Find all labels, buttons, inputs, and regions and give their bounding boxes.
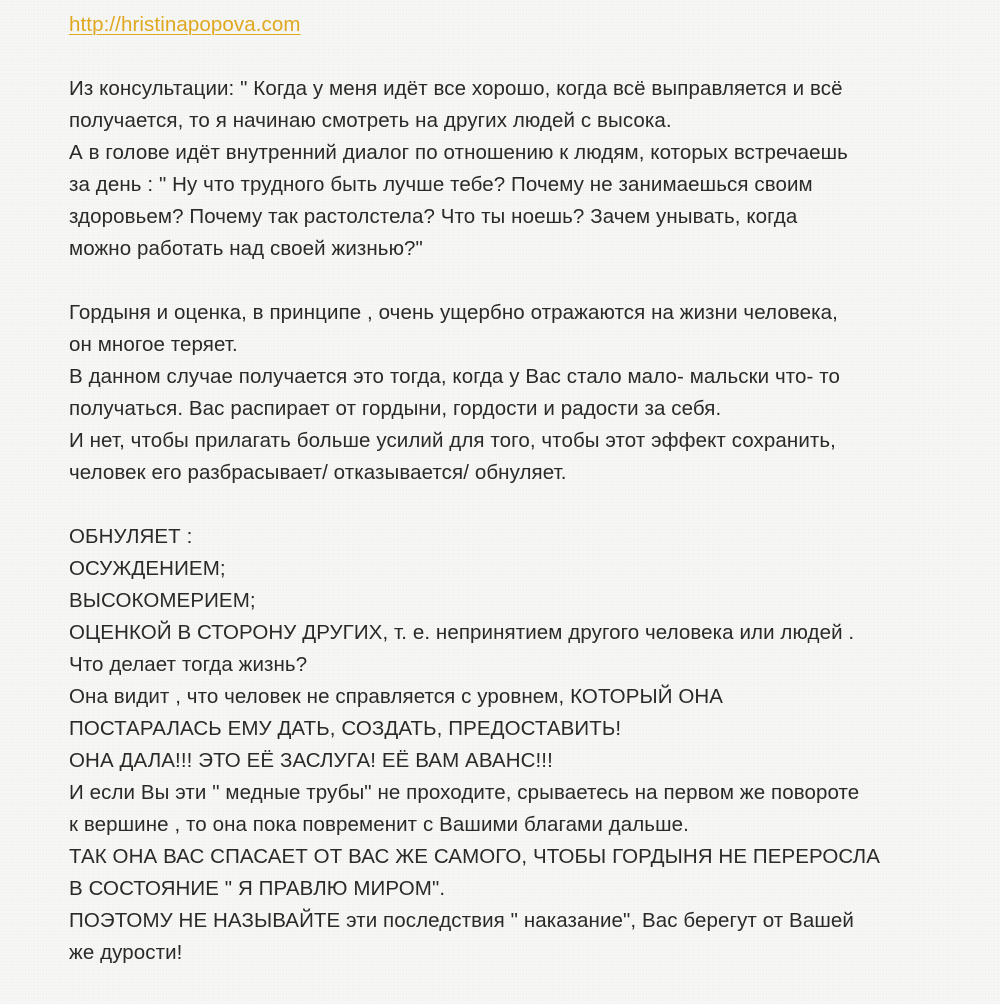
text-line: получаться. Вас распирает от гордыни, гордости и радости за себя. (69, 397, 722, 420)
blank-line (69, 41, 969, 73)
text-line: ПОСТАРАЛАСЬ ЕМУ ДАТЬ, СОЗДАТЬ, ПРЕДОСТАВИТЬ! (69, 717, 622, 740)
blank-line (69, 489, 969, 521)
text-line: здоровьем? Почему так растолстела? Что ты ноешь? Зачем унывать, когда (69, 205, 798, 228)
text-line: к вершине , то она пока повременит с Вашими благами дальше. (69, 813, 689, 836)
text-line: И если Вы эти " медные трубы" не проходите, срываетесь на первом же повороте (69, 781, 860, 804)
note-body (69, 9, 969, 969)
text-line: В СОСТОЯНИЕ " Я ПРАВЛЮ МИРОМ". (69, 877, 446, 900)
text-line: ВЫСОКОМЕРИЕМ; (69, 589, 256, 612)
text-line: получается, то я начинаю смотреть на других людей с высока. (69, 109, 672, 132)
text-line: Что делает тогда жизнь? (69, 653, 308, 676)
text-line: ОСУЖДЕНИЕМ; (69, 557, 226, 580)
text-line: ТАК ОНА ВАС СПАСАЕТ ОТ ВАС ЖЕ САМОГО, ЧТОБЫ ГОРДЫНЯ НЕ ПЕРЕРОСЛА (69, 845, 880, 868)
text-line: А в голове идёт внутренний диалог по отношению к людям, которых встречаешь (69, 141, 848, 164)
text-line: И нет, чтобы прилагать больше усилий для того, чтобы этот эффект сохранить, (69, 429, 836, 452)
text-line: Гордыня и оценка, в принципе , очень ущербно отражаются на жизни человека, (69, 301, 838, 324)
blank-line (69, 265, 969, 297)
text-line: Она видит , что человек не справляется с уровнем, КОТОРЫЙ ОНА (69, 685, 724, 708)
website-link[interactable]: http://hristinapopova.com (69, 13, 301, 36)
text-line: В данном случае получается это тогда, когда у Вас стало мало- мальски что- то (69, 365, 841, 388)
text-line: ОБНУЛЯЕТ : (69, 525, 193, 548)
text-line: ОНА ДАЛА!!! ЭТО ЕЁ ЗАСЛУГА! ЕЁ ВАМ АВАНС!!! (69, 749, 553, 772)
text-line: можно работать над своей жизнью?" (69, 237, 423, 260)
text-line: же дурости! (69, 941, 183, 964)
text-line: ОЦЕНКОЙ В СТОРОНУ ДРУГИХ, т. е. непринятием другого человека или людей . (69, 621, 855, 644)
text-line: он многое теряет. (69, 333, 238, 356)
text-line: ПОЭТОМУ НЕ НАЗЫВАЙТЕ эти последствия " наказание", Вас берегут от Вашей (69, 909, 854, 932)
text-line: человек его разбрасывает/ отказывается/ обнуляет. (69, 461, 567, 484)
text-line: за день : " Ну что трудного быть лучше тебе? Почему не занимаешься своим (69, 173, 813, 196)
text-line: Из консультации: " Когда у меня идёт все хорошо, когда всё выправляется и всё (69, 77, 843, 100)
